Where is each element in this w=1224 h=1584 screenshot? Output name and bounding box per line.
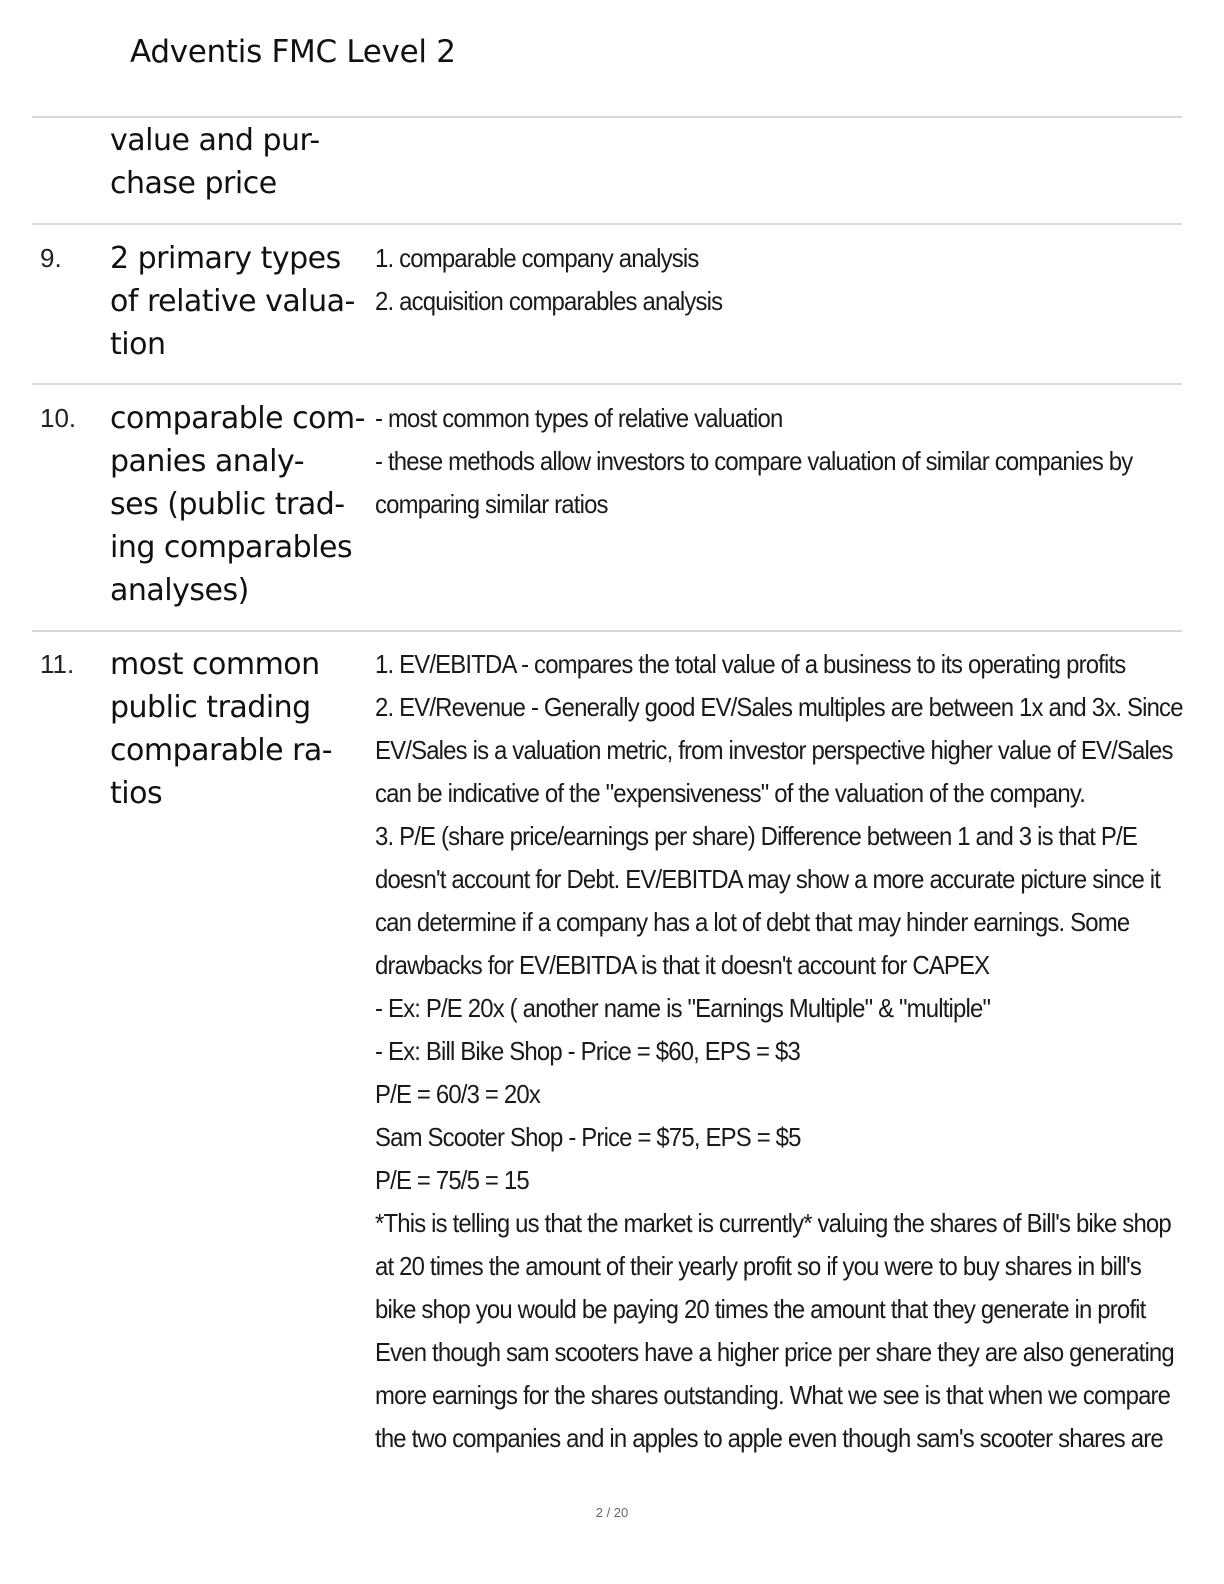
definition-line: 2. acquisition comparables analysis — [375, 286, 723, 316]
divider — [32, 630, 1182, 632]
definition-line: at 20 times the amount of their yearly profit so if you were to buy shares in bill's — [375, 1251, 1141, 1281]
definition-line: drawbacks for EV/EBITDA is that it doesn't account for CAPEX — [375, 950, 990, 980]
definition-line: 1. comparable company analysis — [375, 243, 699, 273]
definition-line: - most common types of relative valuation — [375, 403, 783, 433]
card-number: 10. — [40, 403, 77, 433]
term-line: tios — [110, 776, 163, 811]
term-line: ing comparables — [110, 530, 353, 565]
page-number: 2 / 20 — [595, 1505, 629, 1520]
definition-line: P/E = 75/5 = 15 — [375, 1165, 529, 1195]
definition-line: the two companies and in apples to apple even though sam's scooter shares are — [375, 1423, 1163, 1453]
term-line: ses (public trad- — [110, 487, 345, 522]
definition-line: Sam Scooter Shop - Price = $75, EPS = $5 — [375, 1122, 801, 1152]
card-definition — [375, 237, 1111, 323]
card-number: 11. — [40, 649, 75, 679]
card-definition — [375, 397, 1133, 526]
definition-line: P/E = 60/3 = 20x — [375, 1079, 540, 1109]
term-line: of relative valua- — [110, 284, 355, 319]
definition-line: 2. EV/Revenue - Generally good EV/Sales multiples are between 1x and 3x. Since — [375, 692, 1183, 722]
carry-over-term — [110, 119, 365, 205]
definition-line: bike shop you would be paying 20 times the amount that they generate in profit — [375, 1294, 1146, 1324]
definition-line: can determine if a company has a lot of debt that may hinder earnings. Some — [375, 907, 1130, 937]
term-line: comparable ra- — [110, 733, 333, 768]
definition-line: - Ex: Bill Bike Shop - Price = $60, EPS = $3 — [375, 1036, 800, 1066]
divider — [32, 116, 1182, 118]
definition-line: comparing similar ratios — [375, 489, 608, 519]
definition-line: EV/Sales is a valuation metric, from investor perspective higher value of EV/Sales — [375, 735, 1173, 765]
definition-line: Even though sam scooters have a higher price per share they are also generating — [375, 1337, 1174, 1367]
definition-line: - Ex: P/E 20x ( another name is "Earnings Multiple" & "multiple" — [375, 993, 991, 1023]
term-line: 2 primary types — [110, 241, 341, 276]
definition-line: more earnings for the shares outstanding. What we see is that when we compare — [375, 1380, 1171, 1410]
term-line: value and pur- — [110, 123, 320, 158]
card-number: 9. — [40, 243, 62, 273]
definition-line: - these methods allow investors to compare valuation of similar companies by — [375, 446, 1133, 476]
term-line: comparable com- — [110, 401, 365, 436]
term-line: analyses) — [110, 573, 249, 608]
term-line: panies analy- — [110, 444, 305, 479]
divider — [32, 223, 1182, 225]
term-line: most common — [110, 647, 320, 682]
definition-line: doesn't account for Debt. EV/EBITDA may show a more accurate picture since it — [375, 864, 1161, 894]
document-title: Adventis FMC Level 2 — [130, 34, 456, 70]
definition-line: 1. EV/EBITDA - compares the total value of a business to its operating profits — [375, 649, 1126, 679]
card-term — [110, 237, 365, 366]
card-term — [110, 643, 365, 815]
term-line: tion — [110, 327, 166, 362]
card-definition — [375, 643, 1183, 1460]
definition-line: 3. P/E (share price/earnings per share) Difference between 1 and 3 is that P/E — [375, 821, 1138, 851]
definition-line: *This is telling us that the market is currently* valuing the shares of Bill's bike shop — [375, 1208, 1171, 1238]
term-line: public trading — [110, 690, 311, 725]
divider — [32, 383, 1182, 385]
card-term — [110, 397, 365, 612]
term-line: chase price — [110, 166, 277, 201]
definition-line: can be indicative of the "expensiveness" of the valuation of the company. — [375, 778, 1086, 808]
